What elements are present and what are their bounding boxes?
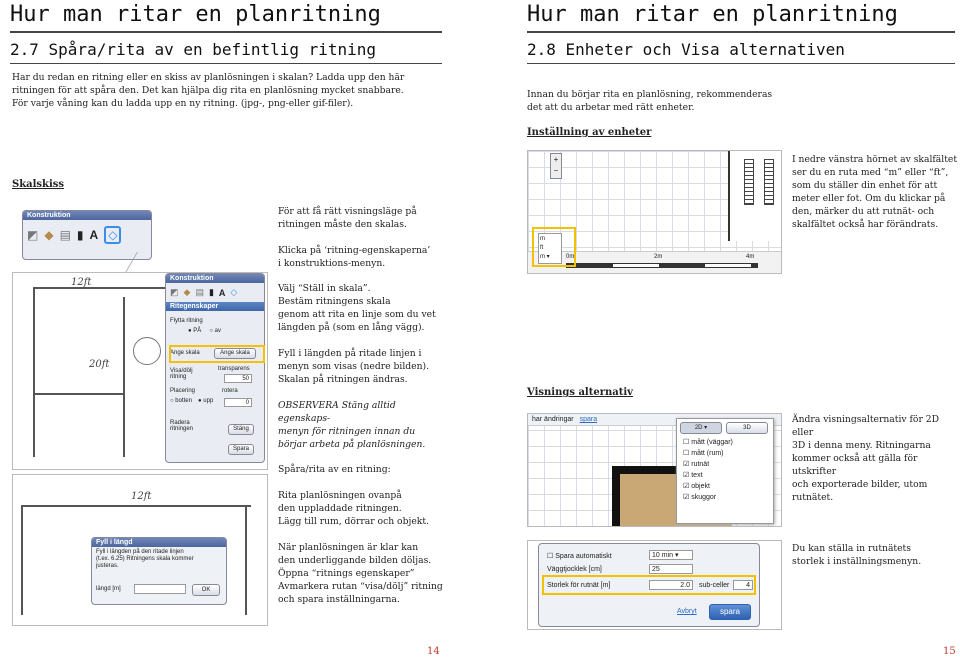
props-subheader: Ritegenskaper xyxy=(166,302,264,311)
zoom-control[interactable]: + − xyxy=(550,153,562,179)
wall-thickness-field[interactable]: 25 xyxy=(649,564,693,574)
scale-screenshot xyxy=(527,150,782,274)
grid-size-field[interactable]: 2.0 xyxy=(649,580,693,590)
checked-box-icon: ☑ xyxy=(683,461,692,468)
mode-2d-label: 2D xyxy=(694,425,703,431)
fyll-langd-dialog xyxy=(91,537,227,605)
visa-label: Visa/dölj ritning xyxy=(170,368,193,380)
ange-skala-label: Ange skala xyxy=(170,350,200,356)
step-line: Klicka på ‘ritning-egenskaperna’ xyxy=(278,245,431,256)
step5 xyxy=(278,489,448,528)
unit-option-ft[interactable]: ft xyxy=(540,245,544,251)
sketch-label-bottom: 12ft xyxy=(131,491,152,502)
note-line: menyn för ritningen innan du xyxy=(278,426,416,437)
text-tool-icon[interactable]: A xyxy=(89,228,99,242)
step-line: den underliggande bilden döljas. xyxy=(278,555,432,566)
changes-label: har ändringar xyxy=(532,416,574,423)
right-section-rule xyxy=(527,63,955,64)
radio-av[interactable]: ○ av xyxy=(209,328,221,334)
ange-skala-button[interactable]: Ange skala xyxy=(214,348,256,359)
units-line: I nedre vänstra hörnet av skalfältet xyxy=(792,154,958,165)
unit-select-value: m xyxy=(540,254,545,260)
flytta-radios xyxy=(188,328,221,334)
sketch-wall xyxy=(33,287,35,457)
step-line: längden på (som en lång vägg). xyxy=(278,322,425,333)
sub-cells-field[interactable]: 4 xyxy=(733,580,753,590)
grid-size-label: Storlek för rutnät [m] xyxy=(547,582,611,589)
view-option-label: skuggor xyxy=(691,494,717,501)
sketch-stair xyxy=(133,337,161,365)
view-option-label: mått (rum) xyxy=(691,450,724,457)
step-line: Bestäm ritningens skala xyxy=(278,296,391,307)
left-section-heading: 2.7 Spåra/rita av en befintlig ritning xyxy=(10,40,377,59)
radio-botten[interactable]: ○ botten xyxy=(170,398,192,404)
fyll-langd-text: Fyll i längden på den ritade linjen xyxy=(96,549,184,555)
step-line: Rita planlösningen ovanpå xyxy=(278,490,402,501)
drawing-properties-icon[interactable]: ◇ xyxy=(104,226,121,244)
step-line: För att få rätt visningsläge på xyxy=(278,206,417,217)
step2 xyxy=(278,244,448,270)
view-option-label: objekt xyxy=(691,483,710,490)
tick-label: 0m xyxy=(566,254,575,260)
right-intro xyxy=(527,88,827,114)
view-line: kommer också att gälla för utskrifter xyxy=(792,453,918,477)
view-option-checkbox[interactable] xyxy=(683,437,767,448)
view-option-checkbox[interactable] xyxy=(683,448,767,459)
unit-highlight xyxy=(532,227,576,267)
view-option-checkbox[interactable] xyxy=(683,481,767,492)
cancel-link[interactable]: Avbryt xyxy=(677,608,697,615)
autosave-value: 10 min xyxy=(652,552,674,559)
mode-2d-button[interactable]: 2D ▾ xyxy=(680,422,722,434)
radio-pa[interactable]: ● PÅ xyxy=(188,328,202,334)
left-section-rule xyxy=(10,63,442,64)
wall-tool-icon[interactable]: ◩ xyxy=(27,228,39,242)
konstruktion-toolbar xyxy=(22,210,152,260)
unchecked-box-icon: ☐ xyxy=(683,439,692,446)
tick-label: 2m xyxy=(654,254,663,260)
view-option-checkbox[interactable] xyxy=(683,492,767,503)
wall-tool-icon[interactable]: ◩ xyxy=(170,287,179,297)
rotera-field[interactable]: 0 xyxy=(224,398,252,407)
intro-line: det att du arbetar med rätt enheter. xyxy=(527,102,695,113)
ok-button[interactable]: OK xyxy=(192,584,220,596)
scale-ruler xyxy=(566,263,758,268)
step-line: den uppladdade ritningen. xyxy=(278,503,402,514)
step-line: Fyll i längden på ritade linjen i xyxy=(278,348,422,359)
autosave-select[interactable]: 10 min ▾ xyxy=(649,550,693,560)
floor-tool-icon[interactable]: ◆ xyxy=(183,287,191,297)
unchecked-box-icon: ☐ xyxy=(683,450,692,457)
units-line: skalfältet också har förändrats. xyxy=(792,219,939,230)
stang-button[interactable]: Stäng xyxy=(228,424,254,435)
mode-3d-button[interactable]: 3D xyxy=(726,422,768,434)
note xyxy=(278,399,448,451)
view-option-label: rutnät xyxy=(691,461,710,468)
step1 xyxy=(278,205,448,231)
units-line: den, märker du att rutnät- och xyxy=(792,206,935,217)
intro-line: Har du redan en ritning eller en skiss av planlösningen i skalan? Ladda upp den här xyxy=(12,72,405,83)
langd-label: längd [m] xyxy=(96,586,121,592)
props-header: Konstruktion xyxy=(166,274,264,283)
fyll-langd-text: (t.ex. 6.25) Ritningens skala kommer xyxy=(96,556,194,562)
units-text xyxy=(792,153,958,231)
stair-tool-icon[interactable]: ▤ xyxy=(59,228,71,242)
checked-box-icon: ☑ xyxy=(683,472,692,479)
right-page-title: Hur man ritar en planritning xyxy=(527,2,898,27)
sketch-wall xyxy=(245,505,247,615)
checked-box-icon: ☑ xyxy=(683,494,692,501)
drawing-properties-panel xyxy=(165,273,265,463)
radio-upp-label: upp xyxy=(203,398,214,404)
units-line: som du ställer din enhet för att xyxy=(792,180,938,191)
flytta-label: Flytta ritning xyxy=(170,318,203,324)
left-intro xyxy=(12,71,442,110)
sketch-wall xyxy=(123,297,125,457)
sketch-with-properties xyxy=(12,272,268,470)
fyll-langd-screenshot xyxy=(12,474,268,626)
radio-pa-label: PÅ xyxy=(193,328,202,334)
radio-av-label: av xyxy=(214,328,221,334)
intro-line: ritningen för att spåra den. Det kan hjälpa dig rita en planlösning mycket snabbare. xyxy=(12,85,404,96)
grid-size-highlight xyxy=(542,575,756,595)
transparens-field[interactable]: 50 xyxy=(224,374,252,383)
unit-select[interactable]: m ▾ xyxy=(540,254,550,260)
furniture-tool-icon[interactable]: ▮ xyxy=(76,228,84,242)
step-line: menyn som visas (nedre bilden). xyxy=(278,361,429,372)
save-button[interactable]: spara xyxy=(709,604,751,620)
ange-skala-highlight xyxy=(169,345,265,363)
intro-line: Innan du börjar rita en planlösning, rekommenderas xyxy=(527,89,773,100)
view-heading: Visnings alternativ xyxy=(527,387,633,398)
drawing-properties-icon[interactable]: ◇ xyxy=(230,287,238,297)
note-line: börjar arbeta på planlösningen. xyxy=(278,439,426,450)
sub-cells-label: sub-celler xyxy=(699,582,730,589)
step-line: När planlösningen är klar kan xyxy=(278,542,419,553)
intro-line: För varje våning kan du ladda upp en ny ritning. (jpg-, png-eller gif-filer). xyxy=(12,98,354,109)
sketch-label-top: 12ft xyxy=(71,277,92,288)
step-line: i konstruktions-menyn. xyxy=(278,258,386,269)
fyll-langd-text: justeras. xyxy=(96,563,119,569)
step-line: Skalan på ritningen ändras. xyxy=(278,374,408,385)
page-number-left: 14 xyxy=(427,646,440,657)
grid-text xyxy=(792,542,958,568)
tick-label: 4m xyxy=(746,254,755,260)
autosave-label: ☐ Spara automatiskt xyxy=(547,553,612,560)
sketch-wall xyxy=(33,393,123,395)
rotera-label: rotera xyxy=(222,388,238,394)
radio-botten-label: botten xyxy=(175,398,192,404)
step-line: Lägg till rum, dörrar och objekt. xyxy=(278,516,429,527)
sketch-label-side: 20ft xyxy=(89,359,110,370)
left-page-title: Hur man ritar en planritning xyxy=(10,2,381,27)
autosave-text: Spara automatiskt xyxy=(555,553,612,560)
checked-box-icon: ☑ xyxy=(683,483,692,490)
note-line: OBSERVERA Stäng alltid egenskaps- xyxy=(278,400,396,424)
sketch-wall xyxy=(33,287,183,289)
skalskiss-heading: Skalskiss xyxy=(12,179,65,190)
view-menu xyxy=(676,418,774,524)
left-title-rule xyxy=(10,31,442,33)
langd-field[interactable] xyxy=(134,584,186,594)
step-line: Öppna “ritnings egenskaper” xyxy=(278,568,415,579)
right-section-heading: 2.8 Enheter och Visa alternativen xyxy=(527,40,845,59)
view-line: Ändra visningsalternativ för 2D eller xyxy=(792,414,939,438)
step-line: Välj “Ställ in skala”. xyxy=(278,283,371,294)
view-option-checkbox[interactable] xyxy=(683,470,767,481)
view-option-checkbox[interactable] xyxy=(683,459,767,470)
text-tool-icon[interactable]: A xyxy=(218,287,226,298)
view-line: 3D i denna meny. Ritningarna xyxy=(792,440,931,451)
furniture-tool-icon[interactable]: ▮ xyxy=(208,287,214,297)
radera-label: Radera ritningen xyxy=(170,420,194,432)
view-text xyxy=(792,413,958,504)
view-options-screenshot xyxy=(527,413,782,527)
step-line: Avmarkera rutan “visa/dölj” ritning xyxy=(278,581,443,592)
placering-label: Placering xyxy=(170,388,196,394)
konstruktion-title: Konstruktion xyxy=(23,211,151,220)
radio-upp[interactable]: ● upp xyxy=(197,398,214,404)
view-options-list xyxy=(677,437,773,503)
stair-tool-icon[interactable]: ▤ xyxy=(195,287,204,297)
view-option-label: text xyxy=(691,472,703,479)
step-line: genom att rita en linje som du vet xyxy=(278,309,436,320)
step-line: och spara inställningarna. xyxy=(278,594,400,605)
placering-radios xyxy=(170,398,213,404)
trace-heading: Spåra/rita av en ritning: xyxy=(278,464,391,475)
sketch-wall xyxy=(21,505,23,615)
units-line: meter eller fot. Om du klickar på xyxy=(792,193,946,204)
units-heading: Inställning av enheter xyxy=(527,127,652,138)
save-link[interactable]: spara xyxy=(579,416,598,423)
view-line: och exporterade bilder, utom rutnätet. xyxy=(792,479,928,503)
page-number-right: 15 xyxy=(943,646,956,657)
right-title-rule xyxy=(527,31,955,33)
step6 xyxy=(278,541,448,606)
floor-tool-icon[interactable]: ◆ xyxy=(44,228,54,242)
units-line: ser du en ruta med “m” eller “ft”, xyxy=(792,167,949,178)
step3 xyxy=(278,282,448,334)
stair-icon xyxy=(764,159,774,205)
wall-thickness-label: Väggtjocklek [cm] xyxy=(547,566,602,573)
step-line: ritningen måste den skalas. xyxy=(278,219,407,230)
transparens-label: transparens xyxy=(218,366,250,372)
sketch-wall xyxy=(21,505,251,507)
step4 xyxy=(278,347,448,386)
fyll-langd-title: Fyll i längd xyxy=(92,538,226,547)
unit-option-m[interactable]: m xyxy=(540,236,545,242)
spara-button[interactable]: Spara xyxy=(228,444,254,455)
grid-line: storlek i inställningsmenyn. xyxy=(792,556,922,567)
view-option-label: mått (väggar) xyxy=(691,439,733,446)
stair-icon xyxy=(744,159,754,205)
settings-screenshot xyxy=(527,540,782,630)
grid-line: Du kan ställa in rutnätets xyxy=(792,543,911,554)
